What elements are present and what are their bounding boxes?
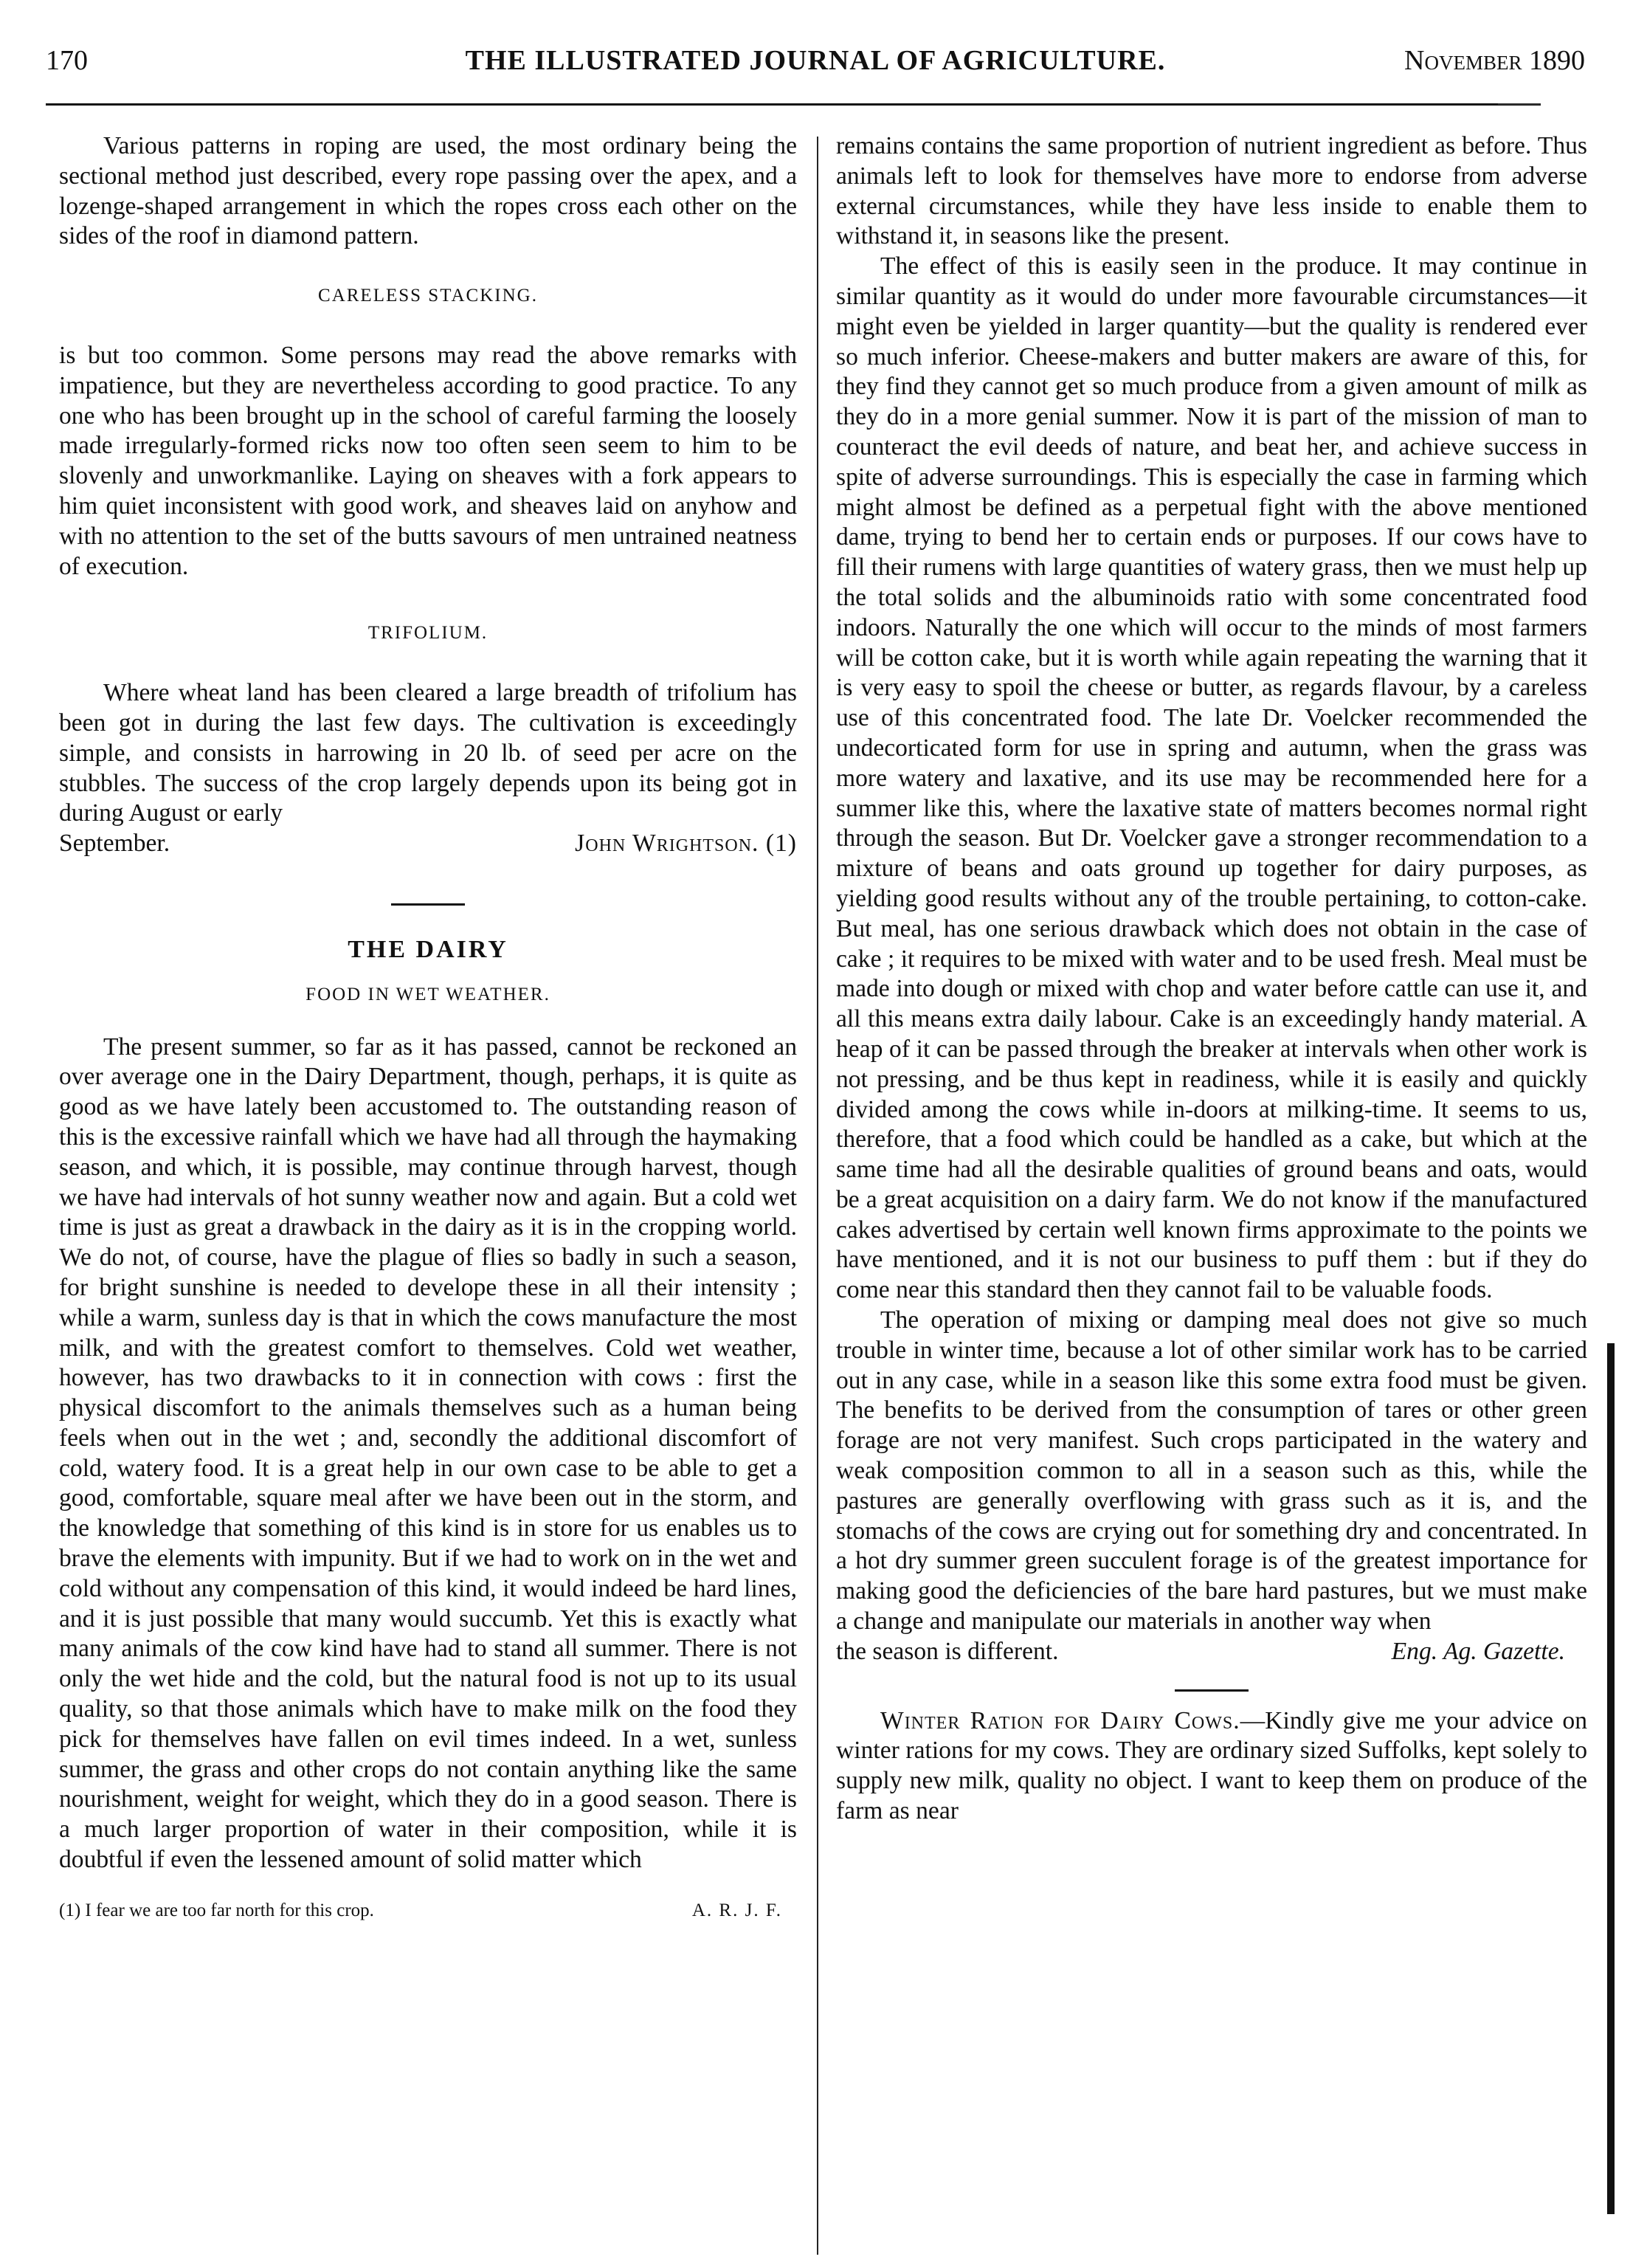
subhead-food-wet-weather: FOOD IN WET WEATHER.	[305, 984, 550, 1004]
winter-ration-heading: Winter Ration for Dairy Cows.	[880, 1706, 1240, 1734]
header-rule	[46, 103, 1541, 106]
paragraph-operation: The operation of mixing or damping meal does not give so much trouble in winter time, because a lot of other similar work has to be carried out in any case, while in a season like this some extra food must be given. The benefits to be derived from the consumption of tares or other green forage are not very manifest. Such crops participated in the watery and weak composition common to all in a season such as this, while the pastures are generally overflowing with grass such as it is, and the stomachs of the cows are crying out for something dry and concentrated. In a hot dry summer green succulent forage is of the greatest importance for making good the deficiencies of the bare hard pastures, but we must make a change and manipulate our materials in another way when	[836, 1306, 1587, 1635]
page-edge-mark	[1607, 1343, 1615, 2214]
left-column	[59, 131, 797, 1924]
signature-preceding-word: September.	[59, 830, 170, 858]
header-rule-extension	[1498, 103, 1541, 105]
page-number: 170	[46, 45, 88, 76]
paragraph-operation-end: the season is different.	[836, 1637, 1059, 1665]
subhead-careless-stacking: CARELESS STACKING.	[318, 286, 538, 306]
footnote	[59, 1898, 797, 1924]
issue-date: November 1890	[1404, 45, 1585, 76]
paragraph-remains: remains contains the same proportion of nutrient ingredient as before. Thus animals left to look for themselves have more to endorse from adverse external circumstances, while they have less inside to enable them to withstand it, in seasons like the present.	[836, 132, 1587, 250]
winter-ration-text: —Kindly give me your advice on winter rations for my cows. They are ordinary sized Suffolks, kept solely to supply new milk, quality no object. I want to keep them on produce of the farm as near	[836, 1706, 1587, 1825]
page-header	[46, 38, 1585, 83]
author-signature: John Wrightson. (1)	[575, 830, 797, 858]
journal-title: THE ILLUSTRATED JOURNAL OF AGRICULTURE.	[465, 45, 1166, 76]
footnote-text: (1) I fear we are too far north for this crop.	[59, 1900, 374, 1920]
paragraph-careless-stacking: is but too common. Some persons may read the above remarks with impatience, but they are nevertheless according to good practice. To any one who has been brought up in the school of careful farming the loosely made irregularly-formed ricks now too often seen seem to him to be slovenly and unworkmanlike. Laying on sheaves with a fork appears to him quiet inconsistent with good work, and sheaves laid on anyhow and with no attention to the set of the butts savours of men untrained neatness of execution.	[59, 341, 797, 580]
paragraph-winter-ration	[836, 1706, 1587, 1827]
paragraph-roping: Various patterns in roping are used, the most ordinary being the sectional method just described, every rope passing over the apex, and a lozenge-shaped arrangement in which the ropes cross each other on the sides of the roof in diamond pattern.	[59, 132, 797, 250]
right-column	[836, 131, 1587, 1827]
footnote-initials: A. R. J. F.	[691, 1900, 782, 1920]
section-title-dairy: THE DAIRY	[348, 935, 508, 963]
source-line	[836, 1637, 1587, 1667]
paragraph-trifolium: Where wheat land has been cleared a large breadth of trifolium has been got in during the last few days. The cultivation is exceedingly simple, and consists in harrowing in 20 lb. of seed per acre on the stubbles. The success of the crop largely depends upon its being got in during August or early	[59, 679, 797, 827]
paragraph-effect: The effect of this is easily seen in the produce. It may continue in similar quantity as it would do under more favourable circumstances—it might even be yielded in larger quantity—but the quality is rendered ever so much inferior. Cheese-makers and butter makers are aware of this, for they find they cannot get so much produce from a given amount of milk as they do in a more genial summer. Now it is part of the mission of man to counteract the evil deeds of nature, and beat her, and achieve success in spite of adverse surroundings. This is especially the case in farming which might almost be defined as a perpetual fight with the above mentioned dame, trying to bend her to certain ends or purposes. If our cows have to fill their rumens with large quantities of watery grass, then we must help up the total solids and the albuminoids ratio with some concentrated food indoors. Naturally the one which will occur to the minds of most farmers will be cotton cake, but it is worth while again repeating the warning that it is very easy to spoil the cheese or butter, as regards flavour, by a careless use of this concentrated food. The late Dr. Voelcker recommended the undecorticated form for use in spring and autumn, when the grass was more watery and laxative, and its use may be recommended here for a summer like this, where the laxative state of matters becomes normal right through the season. But Dr. Voelcker gave a stronger recommendation to a mixture of beans and oats ground up together for dairy purposes, as yielding good results without any of the trouble pertaining, to cotton-cake. But meal, has one serious drawback which does not obtain in the case of cake ; it requires to be mixed with water and to be used fresh. Meal must be made into dough or mixed with chop and water before cattle can use it, and all this means extra daily labour. Cake is an exceedingly handy material. A heap of it can be passed through the breaker at intervals when other work is not pressing, and be thus kept in readiness, while it is easily and quickly divided among the cows while in-doors at milking-time. It seems to us, therefore, that a food which could be handled as a cake, but which at the same time had all the desirable qualities of ground beans and oats, would be a great acquisition on a dairy farm. We do not know if the manufactured cakes advertised by certain well known firms approximate to the points we have mentioned, and it is not our business to puff them : but if they do come near this standard then they cannot fail to be valuable foods.	[836, 252, 1587, 1304]
source-citation: Eng. Ag. Gazette.	[1391, 1637, 1565, 1665]
subhead-trifolium: TRIFOLIUM.	[367, 623, 488, 644]
column-divider	[817, 137, 818, 2255]
signature-line	[59, 829, 797, 859]
paragraph-dairy: The present summer, so far as it has passed, cannot be reckoned an over average one in the Dairy Department, though, perhaps, it is quite as good as we have lately been accustomed to. The outstanding reason of this is the excessive rainfall which we have had all through the haymaking season, and which, it is possible, may continue through harvest, though we have had intervals of hot sunny weather now and again. But a cold wet time is just as great a drawback in the dairy as it is in the cropping world. We do not, of course, have the plague of flies so badly in such a season, for bright sunshine is needed to develope these in all their intensity ; while a warm, sunless day is that in which the cows manufacture the most milk, and with the greatest comfort to themselves. Cold wet weather, however, has two drawbacks to it in connection with cows : first the physical discomfort to the animals themselves such as a human being feels when out in the wet ; and, secondly the additional discomfort of cold, watery food. It is a great help in our own case to be able to get a good, comfortable, square meal after we have been out in the storm, and the knowledge that something of this kind is in store for us enables us to brave the elements with impunity. But if we had to work on in the wet and cold without any compensation of this kind, it would indeed be hard lines, and it is just possible that many would succumb. Yet this is exactly what many animals of the cow kind have had to stand all summer. There is not only the wet hide and the cold, but the natural food is not up to its usual quality, so that those animals which have to make milk on the food they pick for themselves have fallen on evil times indeed. In a wet, sunless summer, the grass and other crops do not contain anything like the same nourishment, weight for weight, which they do in a good season. There is a much larger proportion of water in their composition, while it is doubtful if even the lessened amount of solid matter which	[59, 1033, 797, 1874]
